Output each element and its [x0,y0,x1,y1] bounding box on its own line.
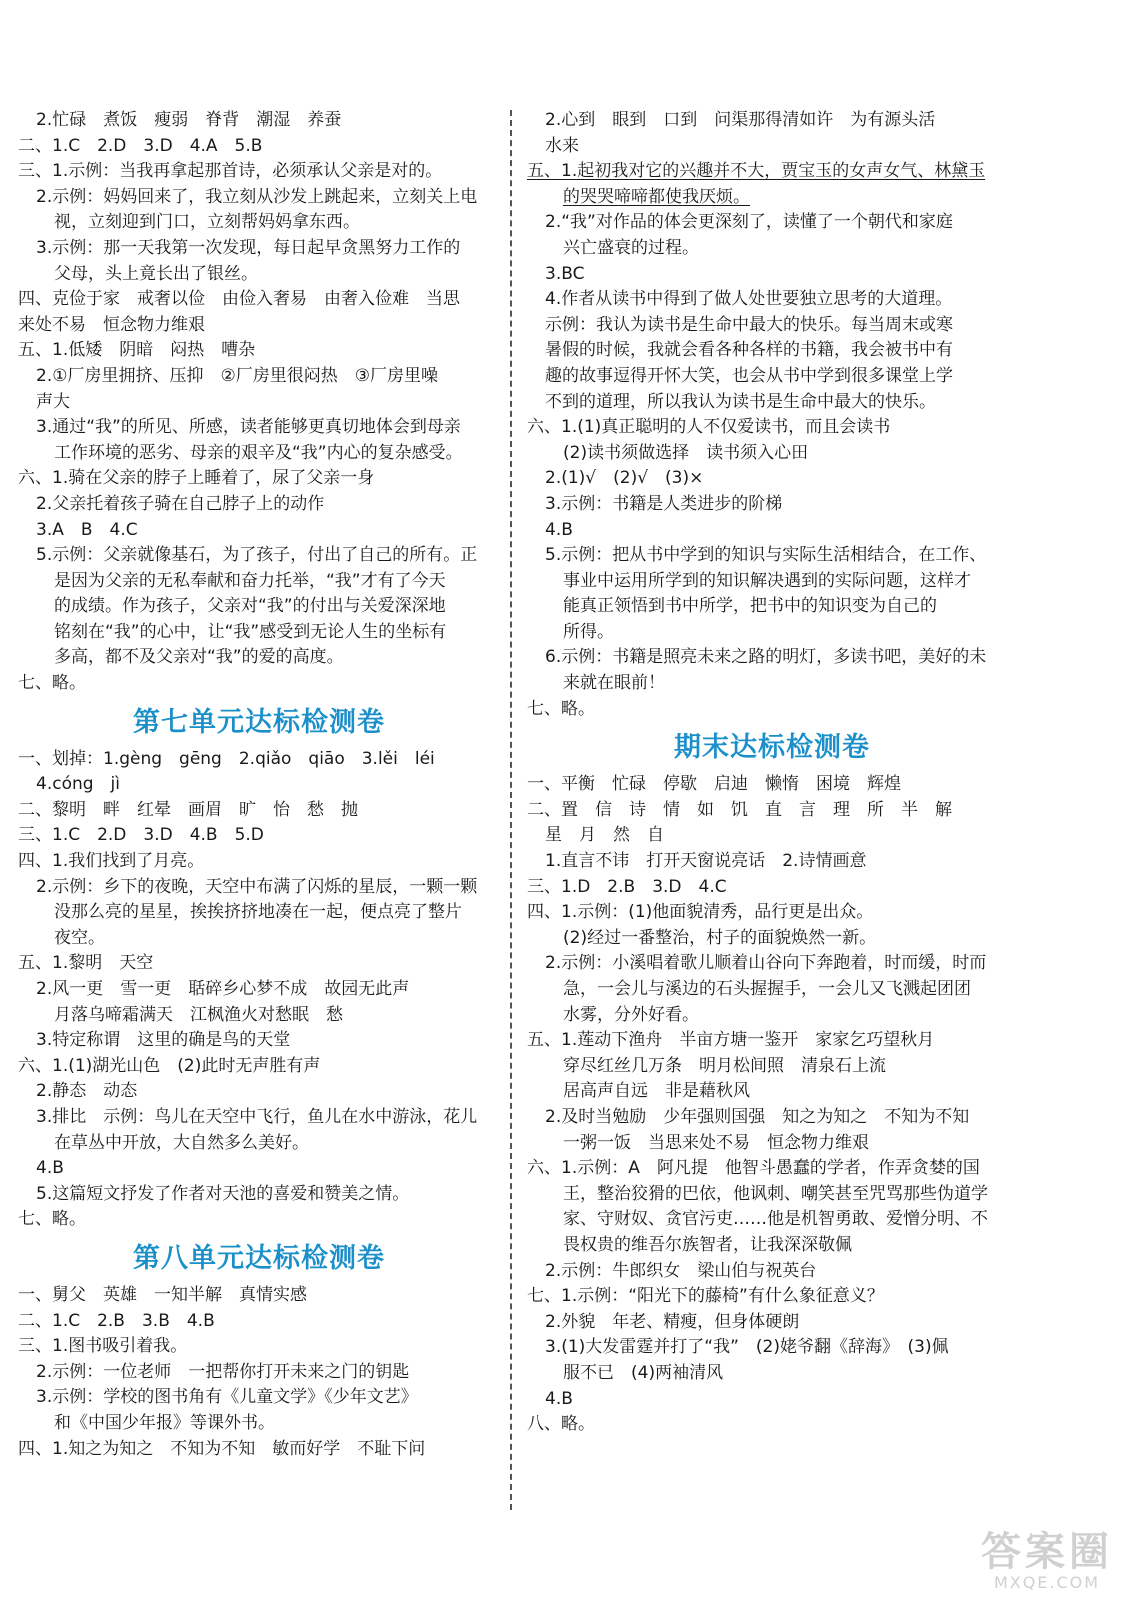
answer-line: 一、平衡 忙碌 停歇 启迪 懒惰 困境 辉煌 [527,774,901,795]
answer-line: 2.风一更 雪一更 聒碎乡心梦不成 故园无此声 [36,979,410,999]
answer-line: 五、1.莲动下渔舟 半亩方塘一鉴开 家家乞巧望秋月 [527,1030,935,1051]
section-title: 期末达标检测卷 [674,732,870,764]
answer-line: 二、置 信 诗 情 如 饥 直 言 理 所 半 解 [527,799,952,820]
answer-line: 五、1.起初我对它的兴趣并不大，贾宝玉的女声女气、林黛玉 [527,161,986,182]
answer-line: 服不已 (4)两袖清风 [563,1362,724,1383]
answer-line: 来就在眼前！ [563,673,665,694]
answer-line: 1.直言不讳 打开天窗说亮话 2.诗情画意 [545,851,867,872]
answer-line: 七、略。 [18,673,86,694]
answer-line: 3.特定称谓 这里的确是鸟的天堂 [36,1030,291,1051]
answer-line: 3.(1)大发雷霆并打了“我” (2)姥爷翻《辞海》 (3)佩 [545,1337,949,1358]
answer-line: 5.这篇短文抒发了作者对天池的喜爱和赞美之情。 [36,1183,410,1204]
answer-line: 二、1.C 2.D 3.D 4.A 5.B [18,135,263,156]
answer-line: 七、1.示例：“阳光下的藤椅”有什么象征意义？ [527,1286,884,1307]
answer-line: 6.示例：书籍是照亮未来之路的明灯，多读书吧，美好的未 [545,647,987,668]
answer-line: 和《中国少年报》等课外书。 [54,1412,275,1433]
answer-line: 3.示例：那一天我第一次发现，每日起早贪黑努力工作的 [36,237,461,258]
answer-line: 七、略。 [18,1209,86,1230]
answer-line: 3.A B 4.C [36,519,138,540]
answer-line: 父母，头上竟长出了银丝。 [54,263,258,284]
answer-line: 三、1.D 2.B 3.D 4.C [527,876,727,897]
answer-line: 2.示例：乡下的夜晚，天空中布满了闪烁的星辰，一颗一颗 [36,876,478,897]
answer-line: 三、1.图书吸引着我。 [18,1336,188,1357]
answer-line: 2.父亲托着孩子骑在自己脖子上的动作 [36,493,325,514]
answer-line: 星 月 然 自 [545,825,664,846]
answer-line: 没那么亮的星星，挨挨挤挤地凑在一起，便点亮了整片 [54,902,462,923]
answer-line: 4.B [36,1158,64,1179]
answer-line: 3.排比 示例：鸟儿在天空中飞行，鱼儿在水中游泳，花儿 [36,1106,478,1127]
answer-line: 三、1.C 2.D 3.D 4.B 5.D [18,825,264,846]
answer-line: 四、1.知之为知之 不知为不知 敏而好学 不耻下问 [18,1438,426,1459]
answer-line: 月落乌啼霜满天 江枫渔火对愁眠 愁 [54,1004,343,1025]
answer-line: 2.静态 动态 [36,1081,138,1102]
answer-line: 急，一会儿与溪边的石头握握手，一会儿又飞溅起团团 [563,979,971,999]
answer-line: 水来 [545,135,579,156]
answer-line: 六、1.示例：A 阿凡提 他智斗愚蠢的学者，作弄贪婪的国 [527,1158,980,1179]
answer-line: 多高，都不及父亲对“我”的爱的高度。 [54,647,344,668]
answer-line: 六、1.(1)真正聪明的人不仅爱读书，而且会读书 [527,417,891,438]
answer-line: 畏权贵的维吾尔族智者，让我深深敬佩 [563,1234,852,1255]
answer-line: 兴亡盛衰的过程。 [563,237,699,258]
answer-line: 六、1.(1)湖光山色 (2)此时无声胜有声 [18,1055,321,1076]
answer-line: 2.外貌 年老、精瘦，但身体硬朗 [545,1311,800,1332]
answer-line: 4.作者从读书中得到了做人处世要独立思考的大道理。 [545,289,953,310]
answer-line: 3.示例：学校的图书角有《儿童文学》《少年文艺》 [36,1387,418,1408]
answer-line: 视，立刻迎到门口，立刻帮妈妈拿东西。 [54,212,360,233]
answer-line: 趣的故事逗得开怀大笑，也会从书中学到很多课堂上学 [545,365,953,386]
answer-line: 4.B [545,519,573,540]
answer-line: 3.BC [545,263,585,284]
answer-line: 5.示例：把从书中学到的知识与实际生活相结合，在工作、 [545,545,987,566]
answer-line: 一粥一饭 当思来处不易 恒念物力维艰 [563,1132,869,1153]
answer-line: 六、1.骑在父亲的脖子上睡着了，尿了父亲一身 [18,468,375,489]
answer-line: 水雾，分外好看。 [563,1004,699,1025]
answer-line: 2.示例：妈妈回来了，我立刻从沙发上跳起来，立刻关上电 [36,186,478,207]
answer-line: 2.示例：一位老师 一把帮你打开未来之门的钥匙 [36,1361,410,1382]
answer-line: 在草丛中开放，大自然多么美好。 [54,1132,309,1153]
answer-line: 四、克俭于家 戒奢以俭 由俭入奢易 由奢入俭难 当思 [18,289,460,310]
section-title: 第七单元达标检测卷 [133,706,385,738]
answer-line: 声大 [36,391,70,412]
answer-line: 是因为父亲的无私奉献和奋力托举，“我”才有了今天 [54,570,446,591]
answer-line: 2.忙碌 煮饭 瘦弱 脊背 潮湿 养蚕 [36,110,342,130]
answer-line: 不到的道理，所以我认为读书是生命中最大的快乐。 [545,391,936,412]
answer-line: 五、1.低矮 阴暗 闷热 嘈杂 [18,340,256,361]
right-column [527,108,1017,1540]
answer-line: 事业中运用所学到的知识解决遇到的实际问题，这样才 [563,570,971,591]
answer-line: 2.“我”对作品的体会更深刻了，读懂了一个朝代和家庭 [545,212,953,233]
answer-line: 2.(1)√ (2)√ (3)× [545,468,704,489]
answer-line: 穿尽红丝几万条 明月松间照 清泉石上流 [563,1055,886,1076]
answer-line: 3.示例：书籍是人类进步的阶梯 [545,493,783,514]
answer-line: 家、守财奴、贪官污吏……他是机智勇敢、爱憎分明、不 [563,1209,988,1230]
answer-line: 3.通过“我”的所见、所感，读者能够更真切地体会到母亲 [36,417,461,438]
answer-line: 来处不易 恒念物力维艰 [18,314,205,335]
watermark-logo [972,1530,1122,1592]
answer-line: 二、1.C 2.B 3.B 4.B [18,1310,215,1331]
answer-line: 五、1.黎明 天空 [18,953,154,974]
section-title: 第八单元达标检测卷 [133,1242,385,1274]
answer-line: 二、黎明 畔 红晕 画眉 旷 怡 愁 抛 [18,799,358,820]
answer-line: 4.cóng jì [36,774,120,795]
answer-line: 的成绩。作为孩子，父亲对“我”的付出与关爱深深地 [54,596,446,617]
answer-line: 铭刻在“我”的心中，让“我”感受到无论人生的坐标有 [54,621,447,642]
answer-line: 能真正领悟到书中所学，把书中的知识变为自己的 [563,596,937,617]
answer-line: 2.及时当勉励 少年强则国强 知之为知之 不知为不知 [545,1106,970,1127]
watermark-text: 答案圈 [981,1529,1113,1575]
answer-line: 四、1.我们找到了月亮。 [18,851,205,872]
answer-line: 三、1.示例：当我再拿起那首诗，必须承认父亲是对的。 [18,161,443,182]
answer-line: (2)经过一番整治，村子的面貌焕然一新。 [563,927,877,948]
answer-line: 王，整治狡猾的巴依，他讽刺、嘲笑甚至咒骂那些伪道学 [563,1183,988,1204]
answer-line: 一、划掉：1.gèng gēng 2.qiǎo qiāo 3.lěi léi [18,748,435,769]
answer-line: 四、1.示例：(1)他面貌清秀，品行更是出众。 [527,902,874,923]
answer-line: 居高声自远 非是藉秋风 [563,1081,750,1102]
left-column [18,108,500,1540]
answer-line: 七、略。 [527,698,595,719]
answer-line: 夜空。 [54,927,105,948]
answer-line: 2.示例：小溪唱着歌儿顺着山谷向下奔跑着，时而缓，时而 [545,953,987,974]
answer-line: 的哭哭啼啼都使我厌烦。 [563,186,750,207]
answer-line: (2)读书须做选择 读书须入心田 [563,442,809,463]
answer-line: 示例：我认为读书是生命中最大的快乐。每当周末或寒 [545,314,953,335]
answer-line: 八、略。 [527,1414,595,1435]
answer-line: 2.示例：牛郎织女 梁山伯与祝英台 [545,1260,817,1281]
column-divider [510,110,512,1510]
answer-line: 5.示例：父亲就像基石，为了孩子，付出了自己的所有。正 [36,545,478,566]
answer-line: 2.①厂房里拥挤、压抑 ②厂房里很闷热 ③厂房里噪 [36,365,438,386]
watermark-url: MXQE.COM [993,1573,1101,1592]
answer-line: 2.心到 眼到 口到 问渠那得清如许 为有源头活 [545,110,936,130]
answer-line: 暑假的时候，我就会看各种各样的书籍，我会被书中有 [545,340,953,361]
answer-line: 工作环境的恶劣、母亲的艰辛及“我”内心的复杂感受。 [54,442,463,463]
answer-line: 所得。 [563,621,614,642]
answer-line: 一、舅父 英雄 一知半解 真情实感 [18,1284,307,1305]
answer-line: 4.B [545,1388,573,1409]
